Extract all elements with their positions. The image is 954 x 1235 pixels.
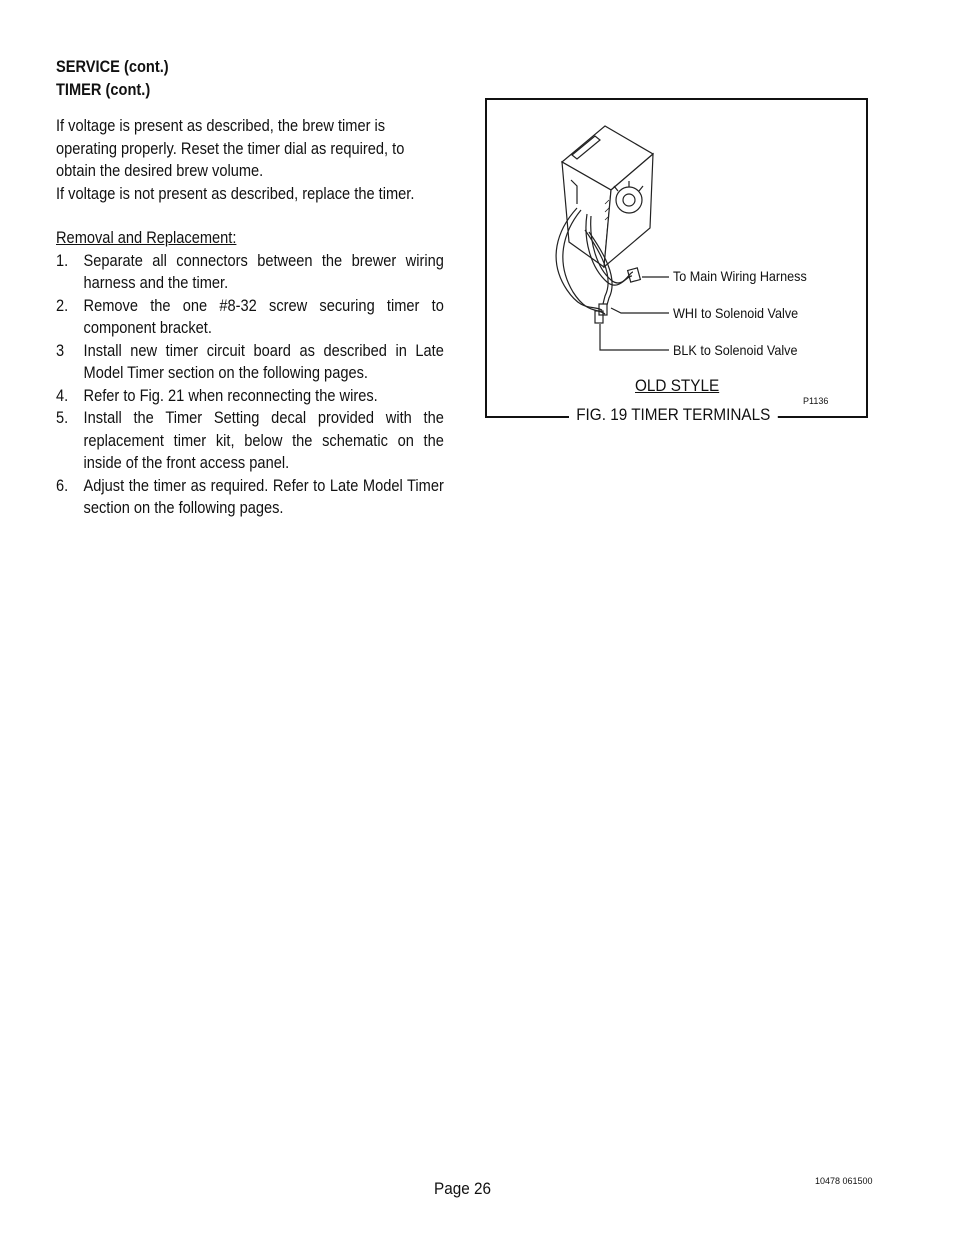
figure-style-label: OLD STYLE	[635, 376, 720, 395]
list-item: 4. Refer to Fig. 21 when reconnecting the wires.	[56, 385, 378, 405]
list-item: 1. Separate all connectors between the brewer wiring harness and the timer.	[56, 250, 444, 292]
text-column	[56, 56, 444, 520]
list-item: 5. Install the Timer Setting decal provided with the replacement timer kit, below the schematic on the inside of the front access panel.	[56, 408, 444, 472]
callout-main-harness: To Main Wiring Harness	[673, 268, 807, 284]
intro-paragraph-2: If voltage is not present as described, replace the timer.	[56, 183, 415, 203]
document-number: 10478 061500	[815, 1176, 873, 1186]
removal-steps	[56, 250, 444, 520]
list-item: 6. Adjust the timer as required. Refer to Late Model Timer section on the following pages.	[56, 475, 444, 517]
figure-caption: FIG. 19 TIMER TERMINALS	[569, 405, 778, 425]
subsection-heading: TIMER (cont.)	[56, 79, 151, 99]
part-code: P1136	[803, 396, 829, 406]
timer-illustration	[487, 100, 870, 420]
removal-title: Removal and Replacement:	[56, 228, 237, 247]
list-item: 2. Remove the one #8-32 screw securing timer to component bracket.	[56, 295, 444, 337]
section-heading: SERVICE (cont.)	[56, 57, 169, 76]
list-item: 3 Install new timer circuit board as described in Late Model Timer section on the following pages.	[56, 340, 444, 382]
page-number: Page 26	[434, 1179, 492, 1198]
callout-blk-solenoid: BLK to Solenoid Valve	[673, 342, 798, 358]
callout-whi-solenoid: WHI to Solenoid Valve	[673, 305, 799, 321]
figure-frame	[485, 98, 868, 418]
intro-paragraph-1: If voltage is present as described, the brew timer is operating properly. Reset the timer dial as required, to obtain the desired brew volume.	[56, 116, 405, 180]
